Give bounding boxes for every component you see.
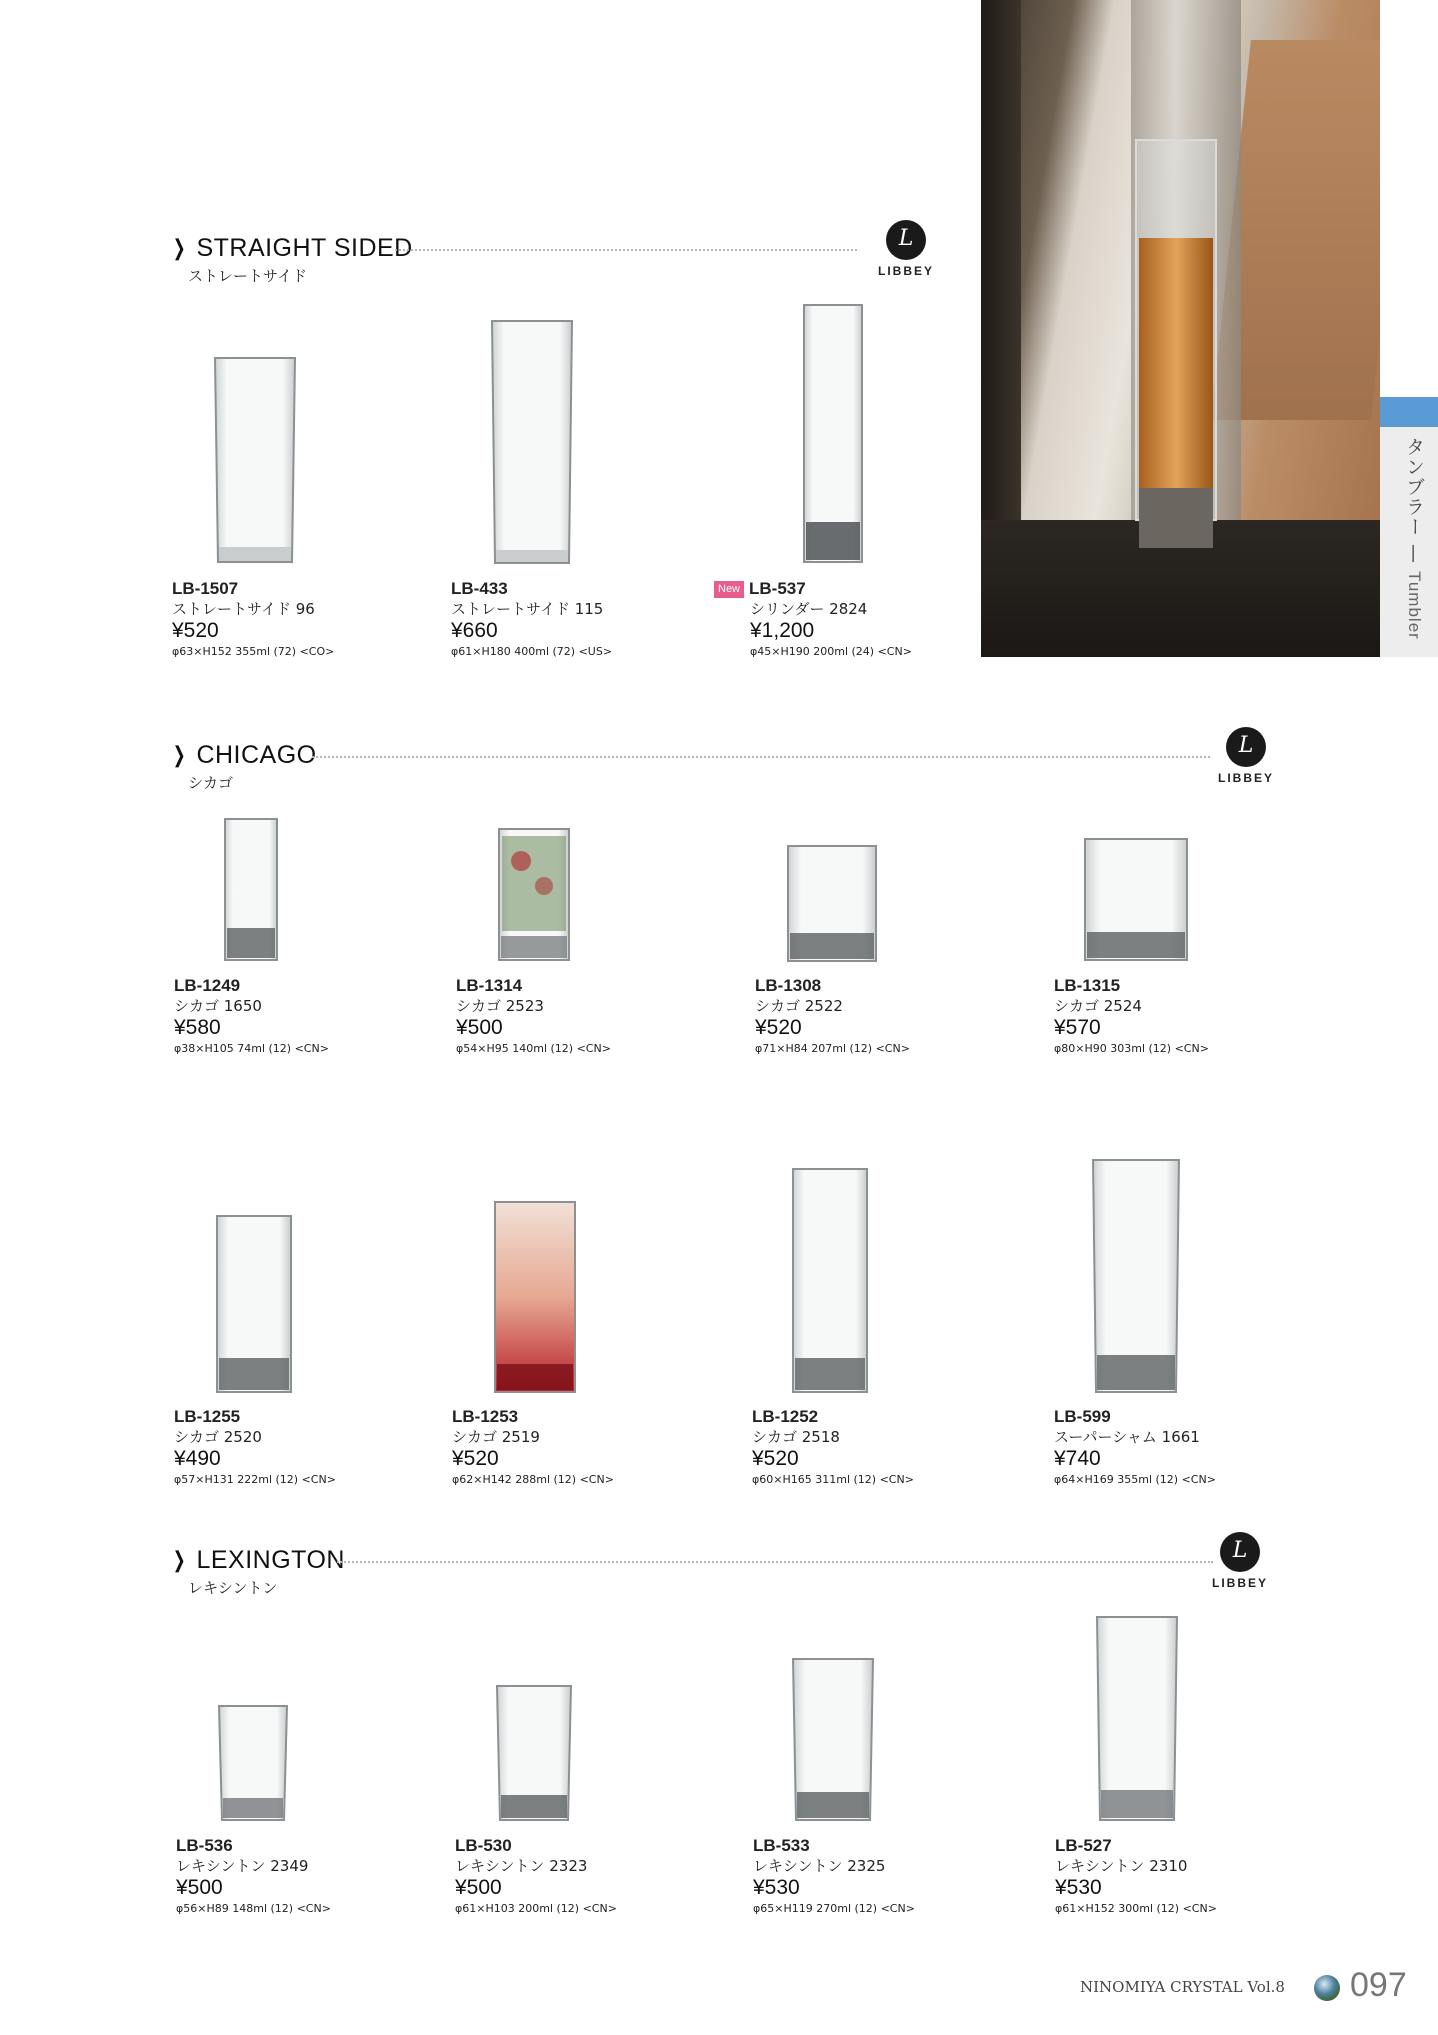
product-price: ¥500 [455, 1876, 502, 1899]
glass-image-lb-1315 [1082, 836, 1190, 964]
page-number: 097 [1350, 1966, 1407, 2004]
chevron-right-icon: ❯ [172, 236, 186, 261]
section-subtitle: ストレートサイド [188, 267, 307, 285]
glass-image-lb-1253 [492, 1199, 578, 1396]
product-spec: φ80×H90 303ml (12) <CN> [1054, 1042, 1209, 1055]
product-price: ¥580 [174, 1016, 221, 1039]
product-code: LB-1314 [456, 976, 523, 995]
product-lb-530[interactable] [455, 1836, 725, 1918]
product-lb-533[interactable] [753, 1836, 1023, 1918]
product-price: ¥660 [451, 619, 498, 642]
product-lb-433[interactable] [451, 579, 721, 661]
section-header-straight-sided [170, 234, 413, 286]
glass-image-lb-527 [1094, 1614, 1180, 1824]
product-code: LB-1252 [752, 1407, 819, 1426]
product-code: LB-1507 [172, 579, 239, 598]
side-tab-label: タンブラー — Tumbler [1403, 437, 1425, 640]
product-price: ¥530 [1055, 1876, 1102, 1899]
dotted-divider [337, 1561, 1213, 1563]
product-lb-1253[interactable] [452, 1407, 722, 1489]
product-price: ¥530 [753, 1876, 800, 1899]
product-code: LB-1308 [755, 976, 822, 995]
glass-image-lb-1308 [785, 843, 879, 965]
chevron-right-icon: ❯ [172, 743, 186, 768]
product-spec: φ61×H180 400ml (72) <US> [451, 645, 613, 658]
product-lb-599[interactable] [1054, 1407, 1324, 1489]
product-price: ¥740 [1054, 1447, 1101, 1470]
product-spec: φ62×H142 288ml (12) <CN> [452, 1473, 614, 1486]
glass-image-lb-1252 [790, 1166, 870, 1396]
product-price: ¥1,200 [750, 619, 815, 642]
product-name: シカゴ 2523 [456, 997, 544, 1015]
product-lb-1308[interactable] [755, 976, 1025, 1058]
product-code: LB-1315 [1054, 976, 1121, 995]
product-spec: φ56×H89 148ml (12) <CN> [176, 1902, 331, 1915]
product-name: シカゴ 2522 [755, 997, 843, 1015]
product-lb-1314[interactable] [456, 976, 726, 1058]
glass-image-lb-433 [488, 318, 576, 568]
section-title: STRAIGHT SIDED [196, 234, 413, 262]
product-price: ¥500 [456, 1016, 503, 1039]
product-name: シカゴ 1650 [174, 997, 262, 1015]
product-lb-1252[interactable] [752, 1407, 1022, 1489]
product-name: シカゴ 2524 [1054, 997, 1142, 1015]
glass-image-lb-1507 [210, 355, 300, 567]
product-spec: φ71×H84 207ml (12) <CN> [755, 1042, 910, 1055]
product-price: ¥500 [176, 1876, 223, 1899]
section-header-chicago [170, 741, 317, 793]
product-lb-1255[interactable] [174, 1407, 444, 1489]
product-price: ¥570 [1054, 1016, 1101, 1039]
product-lb-1249[interactable] [174, 976, 444, 1058]
product-spec: φ60×H165 311ml (12) <CN> [752, 1473, 914, 1486]
section-header-lexington [170, 1546, 345, 1598]
product-code: LB-1249 [174, 976, 241, 995]
product-spec: φ61×H152 300ml (12) <CN> [1055, 1902, 1217, 1915]
glass-image-lb-536 [216, 1703, 290, 1824]
glass-image-lb-533 [790, 1656, 876, 1824]
section-title: CHICAGO [196, 741, 317, 769]
product-name: シカゴ 2518 [752, 1428, 840, 1446]
product-lb-537[interactable] [718, 579, 1020, 661]
product-price: ¥520 [452, 1447, 499, 1470]
product-lb-1315[interactable] [1054, 976, 1324, 1058]
product-name: シカゴ 2519 [452, 1428, 540, 1446]
product-spec: φ54×H95 140ml (12) <CN> [456, 1042, 611, 1055]
product-code: LB-599 [1054, 1407, 1111, 1426]
product-price: ¥520 [752, 1447, 799, 1470]
side-tab-accent [1380, 397, 1438, 427]
product-name: シリンダー 2824 [750, 600, 868, 618]
globe-icon [1314, 1975, 1340, 2001]
glass-image-lb-537 [800, 302, 866, 567]
chevron-right-icon: ❯ [172, 1548, 186, 1573]
product-name: レキシントン 2349 [176, 1857, 309, 1875]
product-lb-536[interactable] [176, 1836, 446, 1918]
product-price: ¥520 [755, 1016, 802, 1039]
product-lb-527[interactable] [1055, 1836, 1325, 1918]
glass-image-lb-599 [1090, 1157, 1182, 1396]
product-code: LB-537 [749, 579, 806, 598]
section-title: LEXINGTON [196, 1546, 345, 1574]
glass-image-lb-1249 [222, 816, 280, 964]
product-spec: φ65×H119 270ml (12) <CN> [753, 1902, 915, 1915]
product-code: LB-530 [455, 1836, 512, 1855]
libbey-logo: L LIBBEY [1206, 727, 1286, 785]
product-code: LB-533 [753, 1836, 810, 1855]
libbey-logo: L LIBBEY [866, 220, 946, 278]
publication-title: NINOMIYA CRYSTAL Vol.8 [1080, 1978, 1285, 1996]
product-name: レキシントン 2310 [1055, 1857, 1188, 1875]
product-spec: φ45×H190 200ml (24) <CN> [750, 645, 912, 658]
product-name: レキシントン 2325 [753, 1857, 886, 1875]
product-price: ¥490 [174, 1447, 221, 1470]
product-code: LB-433 [451, 579, 508, 598]
glass-image-lb-530 [494, 1683, 574, 1824]
product-code: LB-527 [1055, 1836, 1112, 1855]
section-subtitle: レキシントン [188, 1579, 278, 1597]
dotted-divider [312, 756, 1210, 758]
glass-image-lb-1314 [496, 826, 572, 964]
product-spec: φ61×H103 200ml (12) <CN> [455, 1902, 617, 1915]
new-badge: New [714, 581, 744, 598]
product-code: LB-536 [176, 1836, 233, 1855]
dotted-divider [395, 249, 857, 251]
product-spec: φ64×H169 355ml (12) <CN> [1054, 1473, 1216, 1486]
product-name: ストレートサイド 96 [172, 600, 315, 618]
libbey-logo: L LIBBEY [1200, 1532, 1280, 1590]
product-code: LB-1255 [174, 1407, 241, 1426]
product-name: スーパーシャム 1661 [1054, 1428, 1200, 1446]
section-subtitle: シカゴ [188, 774, 234, 792]
glass-image-lb-1255 [214, 1213, 294, 1396]
product-spec: φ63×H152 355ml (72) <CO> [172, 645, 335, 658]
product-lb-1507[interactable] [172, 579, 442, 661]
product-spec: φ38×H105 74ml (12) <CN> [174, 1042, 329, 1055]
product-price: ¥520 [172, 619, 219, 642]
product-spec: φ57×H131 222ml (12) <CN> [174, 1473, 336, 1486]
product-code: LB-1253 [452, 1407, 519, 1426]
hero-photo-tumbler [981, 0, 1380, 657]
product-name: レキシントン 2323 [455, 1857, 588, 1875]
product-name: シカゴ 2520 [174, 1428, 262, 1446]
product-name: ストレートサイド 115 [451, 600, 604, 618]
